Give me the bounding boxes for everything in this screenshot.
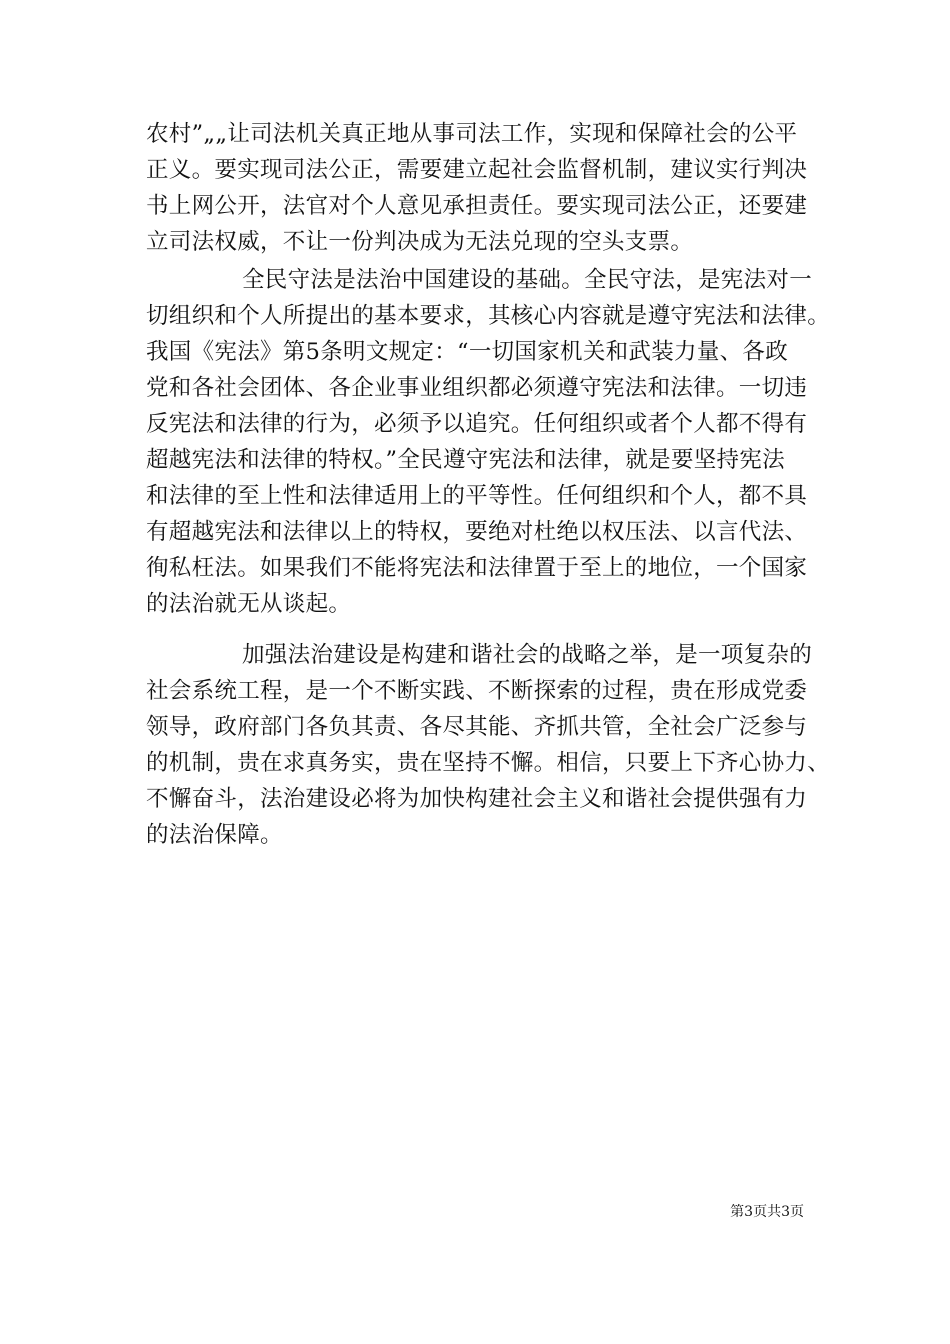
page-number-footer: 第3页共3页 <box>730 1204 804 1220</box>
text-line: 领导，政府部门各负其责、各尽其能、齐抓共管，全社会广泛参与 <box>146 714 808 740</box>
text-line: 不懈奋斗，法治建设必将为加快构建社会主义和谐社会提供强有力 <box>146 786 808 812</box>
text-line: 的法治保障。 <box>146 822 283 848</box>
paragraph-3 <box>146 637 831 853</box>
text-line: 反宪法和法律的行为，必须予以追究。任何组织或者个人都不得有 <box>146 411 808 437</box>
text-line: 加强法治建设是构建和谐社会的战略之举，是一项复杂的 <box>242 642 813 668</box>
text-line: 徇私枉法。如果我们不能将宪法和法律置于至上的地位，一个国家 <box>146 555 808 581</box>
text-line: 社会系统工程，是一个不断实践、不断探索的过程，贵在形成党委 <box>146 678 808 704</box>
text-line: 立司法权威，不让一份判决成为无法兑现的空头支票。 <box>146 229 694 255</box>
text-line: 和法律的至上性和法律适用上的平等性。任何组织和个人，都不具 <box>146 483 808 509</box>
text-line: 有超越宪法和法律以上的特权，要绝对杜绝以权压法、以言代法、 <box>146 519 808 545</box>
text-line: 切组织和个人所提出的基本要求，其核心内容就是遵守宪法和法律。 <box>146 303 831 329</box>
text-line: 的机制，贵在求真务实，贵在坚持不懈。相信，只要上下齐心协力、 <box>146 750 831 776</box>
text-line: 全民守法是法治中国建设的基础。全民守法，是宪法对一 <box>242 267 813 293</box>
text-line: 农村”„„让司法机关真正地从事司法工作，实现和保障社会的公平 <box>146 121 798 147</box>
text-line: 正义。要实现司法公正，需要建立起社会监督机制，建议实行判决 <box>146 157 808 183</box>
paragraph-1 <box>146 116 816 260</box>
text-line: 我国《宪法》第5条明文规定：“一切国家机关和武装力量、各政 <box>146 339 789 365</box>
text-line: 超越宪法和法律的特权。”全民遵守宪法和法律，就是要坚持宪法 <box>146 447 785 473</box>
paragraph-2 <box>146 262 831 622</box>
text-line: 的法治就无从谈起。 <box>146 591 352 617</box>
text-line: 党和各社会团体、各企业事业组织都必须遵守宪法和法律。一切违 <box>146 375 808 401</box>
document-body <box>146 116 831 853</box>
text-line: 书上网公开，法官对个人意见承担责任。要实现司法公正，还要建 <box>146 193 808 219</box>
